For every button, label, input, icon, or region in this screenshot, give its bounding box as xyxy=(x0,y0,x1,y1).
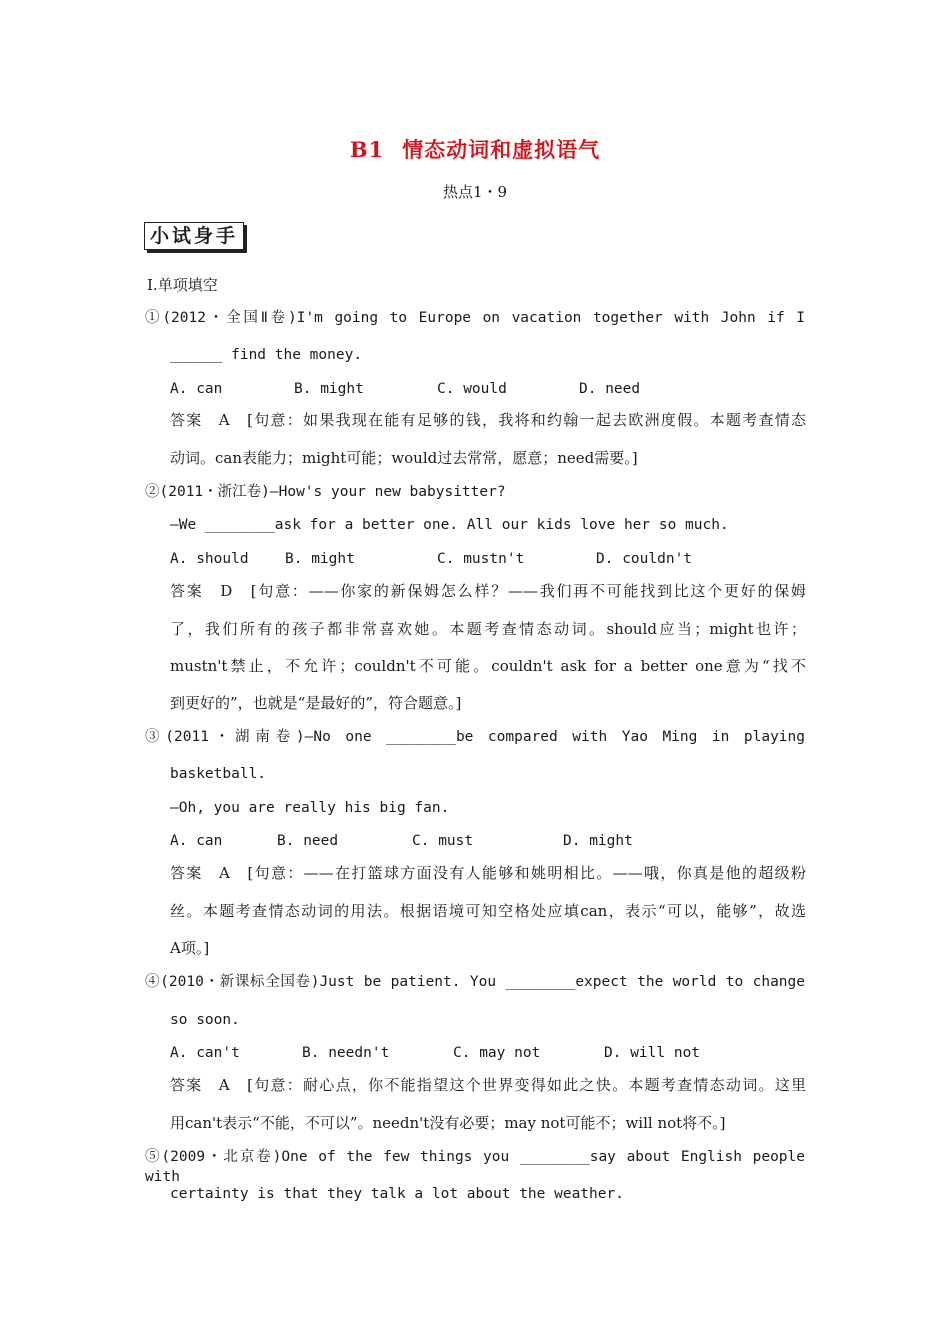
q3-stem-line-2: basketball. xyxy=(170,766,267,782)
q3-stem-line-3: —Oh, you are really his big fan. xyxy=(170,800,450,816)
q1-option-b: B. might xyxy=(294,381,364,397)
q1-stem-line-1: ①(2012・全国Ⅱ卷)I'm going to Europe on vacation together with John if I xyxy=(145,310,805,326)
q3-answer-line-1: 答案 A [句意：——在打篮球方面没有人能够和姚明相比。——哦，你真是他的超级粉 xyxy=(170,864,806,882)
q2-option-b: B. might xyxy=(285,551,355,567)
page-subtitle: 热点1・9 xyxy=(442,183,508,201)
q1-option-d: D. need xyxy=(579,381,641,397)
q1-option-c: C. would xyxy=(437,381,507,397)
q3-stem-line-1: ③(2011・湖南卷)—No one ________be compared with Yao Ming in playing xyxy=(145,729,805,745)
q5-stem-line-1: ⑤(2009・北京卷)One of the few things you ________say about English people with xyxy=(145,1149,805,1185)
q4-answer-line-2: 用can't表示“不能，不可以”。needn't没有必要；may not可能不；will not将不。] xyxy=(170,1114,726,1132)
q2-answer-line-4: 到更好的”，也就是“是最好的”，符合题意。] xyxy=(170,694,462,712)
q4-stem-line-2: so soon. xyxy=(170,1012,240,1028)
q1-answer-line-2: 动词。can表能力；might可能；would过去常常，愿意；need需要。] xyxy=(170,449,638,467)
q2-option-a: A. should xyxy=(170,551,249,567)
q2-answer-line-3: mustn't禁止，不允许；couldn't不可能。couldn't ask for a better one意为“找不 xyxy=(170,657,806,675)
q4-option-d: D. will not xyxy=(604,1045,701,1061)
q2-answer-line-1: 答案 D [句意：——你家的新保姆怎么样？——我们再不可能找到比这个更好的保姆 xyxy=(170,582,806,600)
q1-stem-line-2: ______ find the money. xyxy=(170,347,363,363)
q1-option-a: A. can xyxy=(170,381,223,397)
title-text: 情态动词和虚拟语气 xyxy=(402,137,601,162)
q3-answer-line-3: A项。] xyxy=(170,939,210,957)
q2-stem-line-2: —We ________ask for a better one. All our kids love her so much. xyxy=(170,517,729,533)
q4-option-c: C. may not xyxy=(453,1045,541,1061)
page-title xyxy=(0,134,950,164)
q3-option-c: C. must xyxy=(412,833,474,849)
q2-option-c: C. mustn't xyxy=(437,551,525,567)
q4-option-b: B. needn't xyxy=(302,1045,390,1061)
q4-stem-line-1: ④(2010・新课标全国卷)Just be patient. You ________expect the world to change xyxy=(145,974,805,990)
q3-option-b: B. need xyxy=(277,833,339,849)
q4-option-a: A. can't xyxy=(170,1045,240,1061)
section-box-label: 小试身手 xyxy=(144,222,244,250)
q2-stem-line-1: ②(2011・浙江卷)—How's your new babysitter? xyxy=(145,484,506,500)
q1-answer-line-1: 答案 A [句意：如果我现在能有足够的钱，我将和约翰一起去欧洲度假。本题考查情态 xyxy=(170,411,806,429)
title-code: B1 xyxy=(349,137,385,162)
q5-stem-line-2: certainty is that they talk a lot about the weather. xyxy=(170,1186,624,1202)
q2-answer-line-2: 了，我们所有的孩子都非常喜欢她。本题考查情态动词。should应当；might也许； xyxy=(170,620,806,638)
q3-option-d: D. might xyxy=(563,833,633,849)
q4-answer-line-1: 答案 A [句意：耐心点，你不能指望这个世界变得如此之快。本题考查情态动词。这里 xyxy=(170,1076,806,1094)
part-heading: Ⅰ.单项填空 xyxy=(147,276,218,294)
q3-answer-line-2: 丝。本题考查情态动词的用法。根据语境可知空格处应填can，表示“可以，能够”，故选 xyxy=(170,902,806,920)
q2-option-d: D. couldn't xyxy=(596,551,693,567)
q3-option-a: A. can xyxy=(170,833,223,849)
